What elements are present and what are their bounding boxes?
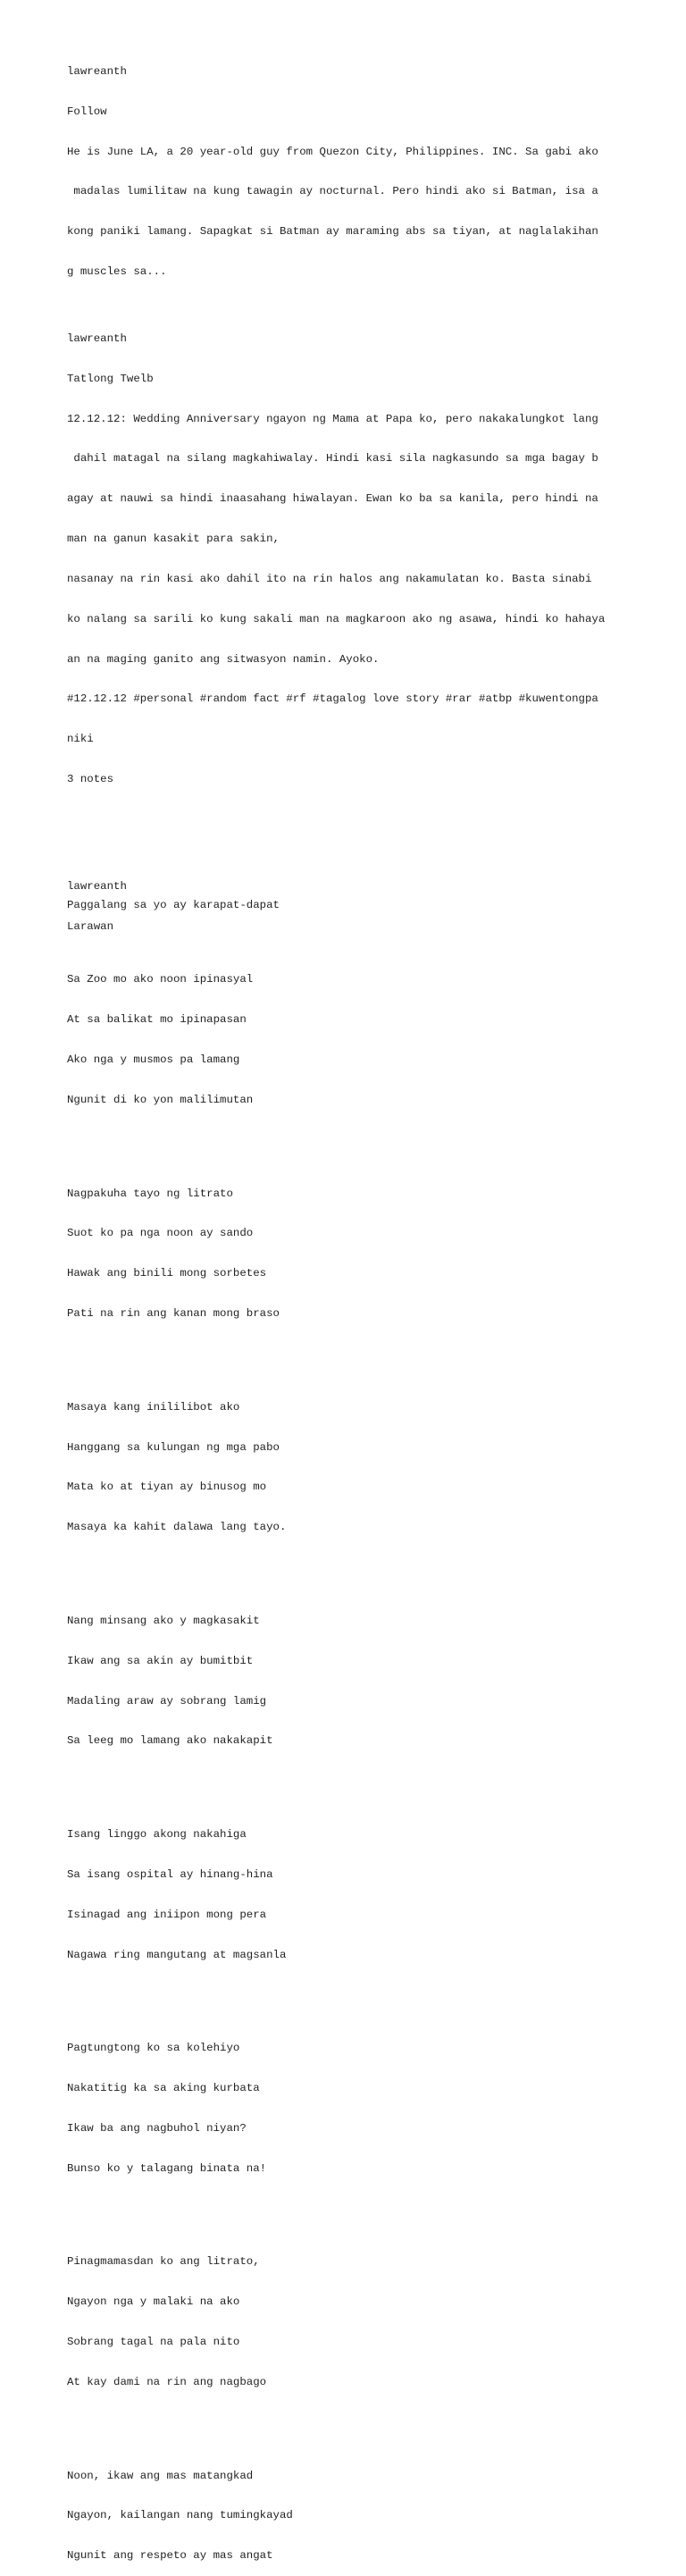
post1-bio-line: kong paniki lamang. Sapagkat si Batman ay maraming abs sa tiyan, at naglalakihan bbox=[67, 225, 598, 239]
post2-body-line: nasanay na rin kasi ako dahil ito na rin halos ang nakamulatan ko. Basta sinabi bbox=[67, 572, 592, 585]
spacer bbox=[67, 813, 639, 827]
poem-line: Pinagmamasdan ko ang litrato, bbox=[67, 2255, 260, 2269]
poem-line: Nagawa ring mangutang at magsanla bbox=[67, 1948, 287, 1961]
poem-line: Ikaw ba ang nagbuhol niyan? bbox=[67, 2121, 247, 2135]
post2-body-line: 12.12.12: Wedding Anniversary ngayon ng Mama at Papa ko, pero nakakalungkot lang bbox=[67, 412, 598, 425]
poem-line: Madaling araw ay sobrang lamig bbox=[67, 1694, 267, 1708]
post2-title[interactable]: Tatlong Twelb bbox=[67, 372, 154, 385]
post2-body-line: man na ganun kasakit para sakin, bbox=[67, 533, 280, 546]
post1-bio-line: madalas lumilitaw na kung tawagin ay nocturnal. Pero hindi ako si Batman, isa a bbox=[67, 185, 598, 198]
post2-notes-count[interactable]: 3 notes bbox=[67, 773, 114, 786]
document-page bbox=[67, 25, 639, 2576]
poem-line: Sa isang ospital ay hinang-hina bbox=[67, 1867, 273, 1881]
poem-line: Pagtungtong ko sa kolehiyo bbox=[67, 2042, 240, 2055]
poem-line: Sobrang tagal na pala nito bbox=[67, 2336, 240, 2349]
poem-line: Sa Zoo mo ako noon ipinasyal bbox=[67, 973, 254, 986]
follow-link[interactable]: Follow bbox=[67, 105, 107, 118]
poem-line: Nakatitig ka sa aking kurbata bbox=[67, 2082, 260, 2095]
poem-line: Bunso ko y talagang binata na! bbox=[67, 2161, 267, 2175]
post2-author[interactable]: lawreanth bbox=[67, 331, 127, 345]
post3-author[interactable]: lawreanth bbox=[67, 879, 127, 893]
poem-line: Isang linggo akong nakahiga bbox=[67, 1828, 247, 1842]
stanza-gap bbox=[67, 1561, 639, 1574]
stanza-gap bbox=[67, 2203, 639, 2216]
post1-author[interactable]: lawreanth bbox=[67, 64, 127, 78]
poem-line: Hawak ang binili mong sorbetes bbox=[67, 1267, 267, 1280]
poem-line: Sa leeg mo lamang ako nakakapit bbox=[67, 1734, 273, 1748]
poem-line: At kay dami na rin ang nagbago bbox=[67, 2375, 267, 2388]
poem-line: Ikaw ang sa akin ay bumitbit bbox=[67, 1654, 254, 1667]
poem-line: At sa balikat mo ipinapasan bbox=[67, 1013, 247, 1027]
poem-line: Pati na rin ang kanan mong braso bbox=[67, 1307, 280, 1321]
poem-line: Nang minsang ako y magkasakit bbox=[67, 1614, 260, 1627]
post2-body-line: dahil matagal na silang magkahiwalay. Hindi kasi sila nagkasundo sa mga bagay b bbox=[67, 452, 598, 466]
poem-line: Ngunit di ko yon malilimutan bbox=[67, 1093, 254, 1106]
poem-line: Masaya ka kahit dalawa lang tayo. bbox=[67, 1521, 287, 1534]
poem-line: Masaya kang inililibot ako bbox=[67, 1400, 240, 1414]
stanza-gap bbox=[67, 1988, 639, 2001]
stanza-gap bbox=[67, 1347, 639, 1361]
stanza-gap bbox=[67, 1134, 639, 1147]
post1-bio-line: g muscles sa... bbox=[67, 265, 167, 279]
poem-line: Isinagad ang iniipon mong pera bbox=[67, 1908, 267, 1921]
post2-tags-line[interactable]: #12.12.12 #personal #random fact #rf #tagalog love story #rar #atbp #kuwentongpa bbox=[67, 692, 598, 706]
poem-line: Suot ko pa nga noon ay sando bbox=[67, 1227, 254, 1240]
poem-line: Ngayon nga y malaki na ako bbox=[67, 2295, 240, 2309]
post2-tags-line[interactable]: niki bbox=[67, 733, 94, 746]
stanza-gap bbox=[67, 1775, 639, 1788]
poem-line: Noon, ikaw ang mas matangkad bbox=[67, 2469, 254, 2482]
post2-body-line: agay at nauwi sa hindi inaasahang hiwalayan. Ewan ko ba sa kanila, pero hindi na bbox=[67, 492, 598, 506]
post2-body-line: ko nalang sa sarili ko kung sakali man na magkaroon ako ng asawa, hindi ko hahaya bbox=[67, 612, 606, 625]
stanza-gap bbox=[67, 2416, 639, 2429]
poem-line: Ngayon, kailangan nang tumingkayad bbox=[67, 2509, 293, 2522]
poem-line: Nagpakuha tayo ng litrato bbox=[67, 1187, 233, 1200]
post2-body-line: an na maging ganito ang sitwasyon namin. Ayoko. bbox=[67, 652, 380, 666]
poem-line: Ako nga y musmos pa lamang bbox=[67, 1053, 240, 1067]
poem-final-line: Paggalang sa yo ay karapat-dapat bbox=[67, 899, 280, 911]
post1-bio-line: He is June LA, a 20 year-old guy from Quezon City, Philippines. INC. Sa gabi ako bbox=[67, 145, 598, 158]
poem-line: Ngunit ang respeto ay mas angat bbox=[67, 2549, 273, 2563]
post3-title[interactable]: Larawan bbox=[67, 919, 114, 933]
poem-line: Hanggang sa kulungan ng mga pabo bbox=[67, 1440, 280, 1454]
poem-line: Mata ko at tiyan ay binusog mo bbox=[67, 1481, 267, 1494]
